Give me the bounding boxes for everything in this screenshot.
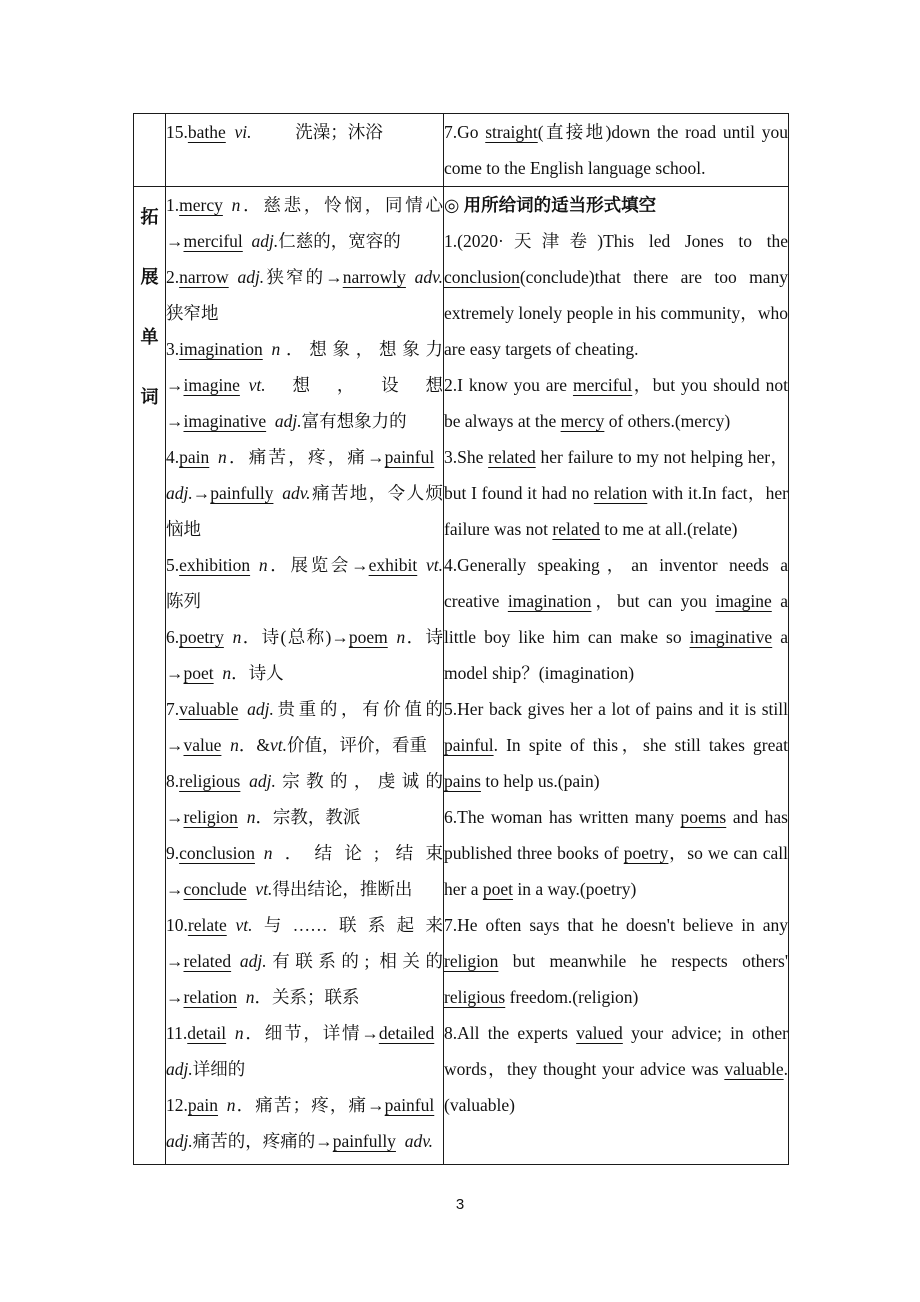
exercise-item: 3.She related her failure to my not helping her，but I found it had no relation with it.In fact，her failure was not related to me at all.(relate) bbox=[444, 447, 789, 539]
row-label-cell bbox=[134, 187, 166, 1165]
exercise-item: 8.All the experts valued your advice; in other words，they thought your advice was valuable. (valuable) bbox=[444, 1023, 788, 1115]
exercise-item: 1.(2020·天津卷)This led Jones to the conclusion(conclude)that there are too many extremely lonely people in his community，who are easy targets of cheating. bbox=[444, 231, 788, 359]
vocab-entry: 3.imagination n．想象，想象力→imagine vt.想，设想→imaginative adj.富有想象力的 bbox=[166, 339, 443, 431]
exercise-item: 6.The woman has written many poems and has published three books of poetry，so we can call her a poet in a way.(poetry) bbox=[444, 807, 788, 899]
vocab-entry: 11.detail n．细节，详情→detailed adj.详细的 bbox=[166, 1023, 435, 1079]
row-label-cell-empty bbox=[134, 114, 166, 187]
exercise-item: 4.Generally speaking，an inventor needs a creative imagination，but can you imagine a little boy like him can make so imaginative a model ship？(imagination) bbox=[444, 555, 788, 683]
exercise-cell-top bbox=[444, 114, 789, 187]
vocab-entry: 10.relate vt.与……联系起来→related adj.有联系的; 相关的→relation n．关系；联系 bbox=[166, 915, 443, 1007]
exercise-item: 5.Her back gives her a lot of pains and it is still painful. In spite of this，she still takes great pains to help us.(pain) bbox=[444, 699, 788, 791]
vocab-entry: 5.exhibition n．展览会→exhibit vt.陈列 bbox=[166, 555, 443, 611]
page-number: 3 bbox=[455, 1196, 465, 1213]
exercise-section-header: ◎ 用所给词的适当形式填空 bbox=[444, 195, 657, 215]
vocab-entry: 12.pain n．痛苦；疼，痛→painful adj.痛苦的，疼痛的→painfully adv. bbox=[166, 1095, 435, 1151]
vocab-cell bbox=[166, 187, 444, 1165]
vocab-entry: 8.religious adj.宗教的，虔诚的→religion n．宗教，教派 bbox=[166, 771, 443, 827]
vocab-entry: 2.narrow adj.狭窄的→narrowly adv.狭窄地 bbox=[166, 267, 443, 323]
vocab-entry: 9.conclusion n．结论; 结束→conclude vt.得出结论，推断出 bbox=[166, 843, 443, 899]
exercise-cell bbox=[444, 187, 789, 1165]
vocab-table bbox=[133, 113, 789, 1165]
exercise-item: 7.He often says that he doesn't believe in any religion but meanwhile he respects others' religious freedom.(religion) bbox=[444, 915, 788, 1007]
section-label: 拓展单词 bbox=[140, 207, 159, 407]
exercise-item: 2.I know you are merciful，but you should not be always at the mercy of others.(mercy) bbox=[444, 375, 788, 431]
table-row-top bbox=[134, 114, 789, 187]
vocab-entry: 7.valuable adj.贵重的，有价值的→value n．&vt.价值，评价，看重 bbox=[166, 699, 443, 755]
vocab-entry: 4.pain n．痛苦，疼，痛→painful adj.→painfully adv.痛苦地，令人烦恼地 bbox=[166, 447, 443, 539]
table-row-main bbox=[134, 187, 789, 1165]
exercise-item: 7.Go straight(直接地)down the road until you come to the English language school. bbox=[444, 122, 788, 178]
vocab-entry: 15.bathe vi. 洗澡；沐浴 bbox=[166, 122, 383, 142]
vocab-entry: 1.mercy n．慈悲，怜悯，同情心→merciful adj.仁慈的，宽容的 bbox=[166, 195, 443, 251]
vocab-cell-top bbox=[166, 114, 444, 187]
vocab-entry: 6.poetry n．诗(总称)→poem n．诗→poet n．诗人 bbox=[166, 627, 444, 683]
